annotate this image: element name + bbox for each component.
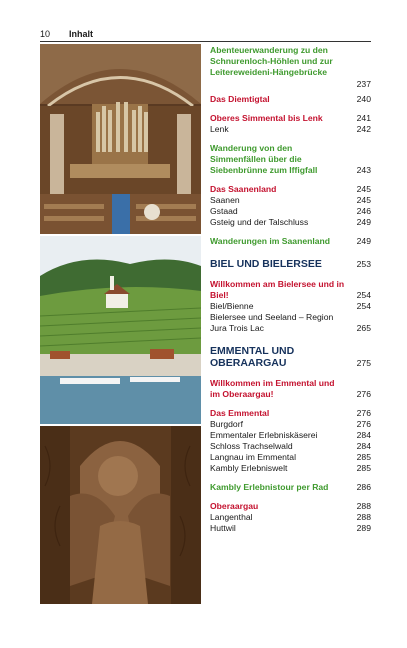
toc-entry: Langnau im Emmental 285 <box>210 451 371 462</box>
toc-section-heading: BIEL UND BIELERSEE 253 <box>210 258 371 270</box>
toc-entry: Das Diemtigtal 240 <box>210 94 371 104</box>
table-of-contents <box>210 45 371 534</box>
toc-entry: Burgdorf 276 <box>210 418 371 429</box>
toc-entry: Kambly Erlebniswelt 285 <box>210 462 371 473</box>
toc-entry: Wanderungen im Saanenland 249 <box>210 236 371 246</box>
toc-entry: Gstaad 246 <box>210 206 371 216</box>
toc-entry: Huttwil 289 <box>210 522 371 533</box>
toc-entry: Abenteuerwanderung zu den Schnurenloch-Höhlen und zur Leitereweideni-Hängebrücke 237 <box>210 45 371 89</box>
toc-entry: Bielersee und Seeland – Region Jura Trois Lac 265 <box>210 311 371 333</box>
toc-entry: Oberaargau 288 <box>210 500 371 511</box>
toc-entry: Langenthal 288 <box>210 511 371 522</box>
toc-entry: Schloss Trachselwald 284 <box>210 440 371 451</box>
toc-entry: Biel/Bienne 254 <box>210 300 371 311</box>
toc-section-heading: EMMENTAL UND OBERAARGAU 275 <box>210 344 371 369</box>
toc-entry: Saanen 245 <box>210 195 371 205</box>
wood-carving-photo <box>40 426 201 604</box>
toc-entry: Wanderung von den Simmenfällen über die Siebenbrünne zum Iffigfall 243 <box>210 143 371 175</box>
page-number: 10 <box>40 29 51 39</box>
toc-entry: Das Saanenland 245 <box>210 184 371 194</box>
page-header <box>40 29 371 42</box>
toc-entry: Lenk 242 <box>210 124 371 134</box>
toc-entry: Oberes Simmental bis Lenk 241 <box>210 113 371 123</box>
toc-entry: Gsteig und der Talschluss 249 <box>210 217 371 227</box>
toc-entry: Willkommen im Emmental und im Oberaargau! 276 <box>210 377 371 399</box>
toc-entry: Emmentaler Erlebniskäserei 284 <box>210 429 371 440</box>
vineyard-lake-photo <box>40 236 201 424</box>
page-title: Inhalt <box>69 29 93 39</box>
toc-entry: Das Emmental 276 <box>210 407 371 418</box>
church-organ-photo <box>40 44 201 234</box>
toc-entry: Willkommen am Bielersee und in Biel! 254 <box>210 278 371 300</box>
toc-entry: Kambly Erlebnistour per Rad 286 <box>210 481 371 492</box>
